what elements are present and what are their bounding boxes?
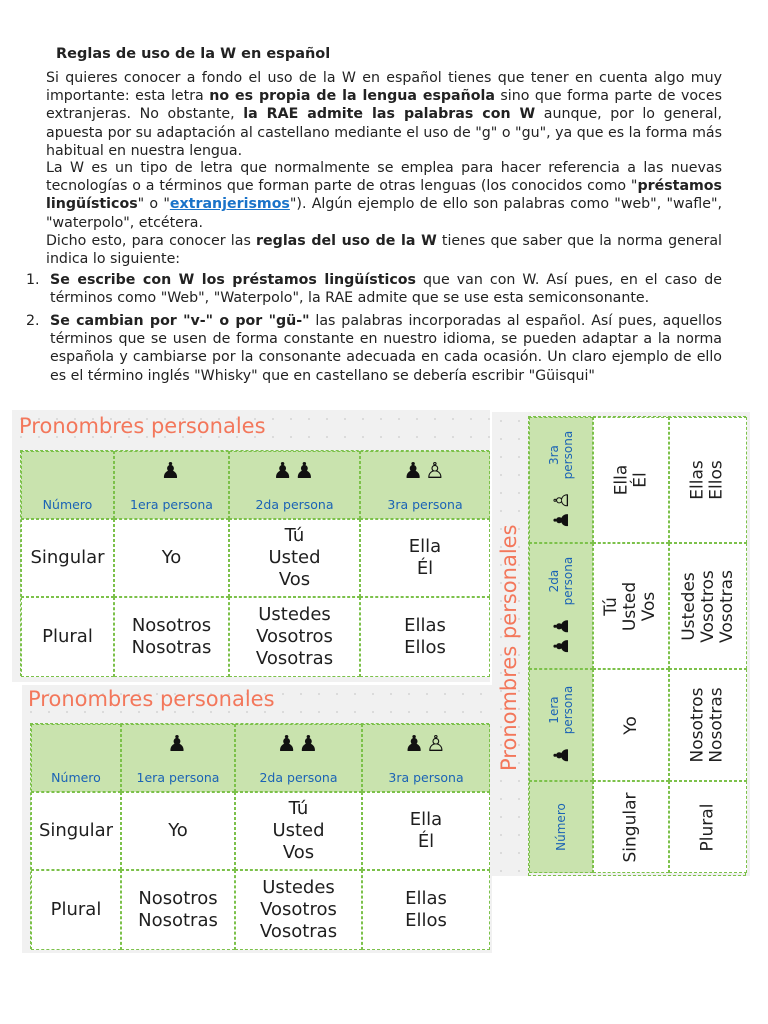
cell-text: Tú Usted Vos [601, 581, 660, 631]
paragraph-w-usage [46, 159, 722, 232]
paragraph-intro [46, 69, 722, 160]
cell-plural-primera: Nosotros Nosotras [114, 597, 229, 677]
cell-singular-tercera [593, 417, 669, 543]
cell-text: Plural [697, 803, 718, 851]
header-tercera [529, 417, 593, 543]
list-item-bold: Se escribe con W los préstamos lingüísticos [50, 272, 416, 288]
header-label: 1era persona [136, 770, 220, 785]
cell-text: Ella Él [610, 464, 650, 496]
p3-text-a: Dicho esto, para conocer las [46, 233, 257, 249]
header-primera [529, 669, 593, 781]
p1-bold-b: no es propia de la lengua española [209, 88, 495, 105]
pronouns-table-image-2 [22, 685, 492, 953]
cell-singular-tercera: Ella Él [360, 519, 490, 597]
p2-bold-b: préstamos lingüísticos [46, 178, 722, 213]
header-label: Número [553, 803, 568, 851]
header-tercera [360, 451, 490, 519]
header-label: Número [51, 770, 101, 785]
p2-text-c: " o " [137, 196, 170, 213]
cell-singular [593, 781, 669, 873]
pronouns-grid [30, 723, 489, 949]
pronouns-grid [20, 450, 489, 676]
person-icon: ♟ [160, 459, 183, 484]
cell-text: Singular [620, 792, 641, 862]
pronouns-table-image-rotated [492, 412, 750, 876]
list-item [26, 271, 722, 307]
person-pointing-icon: ♟♙ [404, 732, 448, 757]
cell-singular-primera [593, 669, 669, 781]
cell-plural [669, 781, 747, 873]
cell-plural: Plural [31, 870, 121, 950]
cell-singular-tercera: Ella Él [362, 792, 490, 870]
table-title: Pronombres personales [19, 414, 266, 438]
person-icon: ♟ [167, 732, 189, 757]
two-people-icon: ♟♟ [272, 459, 317, 484]
table-title: Pronombres personales [497, 524, 521, 771]
cell-singular: Singular [31, 792, 121, 870]
extranjerismos-link[interactable]: extranjerismos [169, 196, 290, 213]
paragraph-rules-intro [46, 232, 722, 268]
header-primera [114, 451, 229, 519]
list-item-bold: Se cambian por "v-" o por "gü-" [50, 313, 310, 329]
cell-plural-tercera [669, 417, 747, 543]
cell-singular-primera: Yo [121, 792, 235, 870]
header-segunda [235, 724, 362, 792]
cell-singular-segunda: Tú Usted Vos [235, 792, 362, 870]
cell-text: Ustedes Vosotros Vosotras [678, 569, 737, 643]
cell-plural-tercera: Ellas Ellos [362, 870, 490, 950]
header-label: 3ra persona [547, 430, 575, 480]
cell-text: Yo [620, 715, 641, 735]
cell-singular: Singular [21, 519, 114, 597]
cell-singular-segunda: Tú Usted Vos [229, 519, 360, 597]
person-pointing-icon: ♟♙ [403, 459, 447, 484]
person-icon: ♟ [549, 744, 574, 765]
p1-text-e: aunque, por lo general, apuesta por su adaptación al castellano mediante el uso de "g" o "gu", ya que es la forma más habitual en nuestra lengua. [46, 106, 722, 159]
header-numero [21, 451, 114, 519]
p3-text-c: tienes que saber que la norma general indica lo siguiente: [46, 233, 722, 268]
document-title: Reglas de uso de la W en español [56, 46, 331, 62]
cell-plural-tercera: Ellas Ellos [360, 597, 490, 677]
pronouns-grid [528, 416, 746, 876]
p2-text-a: La W es un tipo de letra que normalmente se emplea para hacer referencia a las nuevas tecnologías o a términos que forman parte de otras lenguas (los conocidos como " [46, 160, 722, 195]
header-label: 1era persona [547, 685, 576, 735]
header-numero [31, 724, 121, 792]
header-segunda [529, 543, 593, 669]
cell-plural-segunda: Ustedes Vosotros Vosotras [229, 597, 360, 677]
cell-plural-primera [669, 669, 747, 781]
list-number: 2. [26, 313, 40, 329]
header-label: 2da persona [259, 770, 338, 785]
header-label: Número [42, 497, 93, 512]
header-label: 2da persona [547, 556, 575, 606]
two-people-icon: ♟♟ [549, 615, 573, 656]
header-label: 3ra persona [388, 770, 464, 785]
cell-text: Ellas Ellos [688, 460, 727, 500]
cell-text: Nosotros Nosotras [688, 687, 727, 763]
cell-plural-segunda: Ustedes Vosotros Vosotras [235, 870, 362, 950]
list-item [26, 312, 722, 385]
person-pointing-icon: ♟♙ [549, 489, 573, 530]
header-label: 1era persona [130, 497, 213, 512]
table-title: Pronombres personales [28, 687, 275, 711]
header-label: 3ra persona [387, 497, 463, 512]
p1-text-a: Si quieres conocer a fondo el uso de la W en español tienes que tener en cuenta algo muy importante: esta letra [46, 70, 722, 105]
header-tercera [362, 724, 490, 792]
list-item-text: las palabras incorporadas al español. Así pues, aquellos términos que se usen de forma constante en nuestro idioma, se pueden adaptar a la norma española y cambiarse por la consonante adecuada en cada ocasión. Un claro ejemplo de ello es el término inglés "Whisky" que en castellano se debería escribir "Güisqui" [50, 313, 722, 384]
cell-plural: Plural [21, 597, 114, 677]
p1-text-c: sino que forma parte de voces extranjeras. No obstante, [46, 88, 722, 123]
two-people-icon: ♟♟ [276, 732, 321, 757]
cell-singular-primera: Yo [114, 519, 229, 597]
header-segunda [229, 451, 360, 519]
list-number: 1. [26, 272, 40, 288]
p3-bold-b: reglas del uso de la W [256, 233, 437, 249]
pronouns-table-image-1 [12, 410, 490, 682]
cell-singular-segunda [593, 543, 669, 669]
header-label: 2da persona [255, 497, 334, 512]
header-primera [121, 724, 235, 792]
p1-bold-d: la RAE admite las palabras con W [243, 106, 536, 123]
cell-plural-segunda [669, 543, 747, 669]
p2-text-d: "). Algún ejemplo de ello son palabras como "web", "wafle", "waterpolo", etcétera. [46, 196, 722, 231]
cell-plural-primera: Nosotros Nosotras [121, 870, 235, 950]
list-item-text: que van con W. Así pues, en el caso de términos como "Web", "Waterpolo", la RAE admite que se use esta semiconsonante. [50, 272, 722, 307]
header-numero [529, 781, 593, 873]
